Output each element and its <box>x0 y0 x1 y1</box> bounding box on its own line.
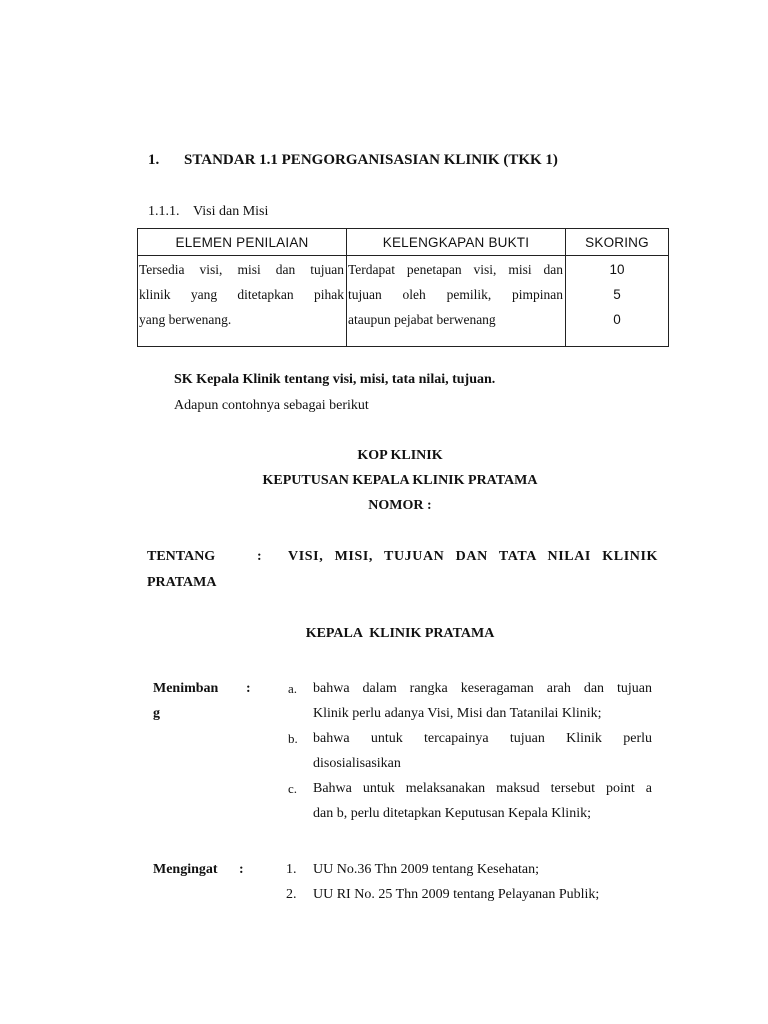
example-intro: Adapun contohnya sebagai berikut <box>174 398 369 413</box>
tentang-text: VISI, MISI, TUJUAN DAN TATA NILAI KLINIK <box>288 549 658 564</box>
mengingat-list <box>284 857 652 907</box>
list-item <box>284 857 652 882</box>
table-header-skoring: SKORING <box>566 229 669 256</box>
list-line: Klinik perlu adanya Visi, Misi dan Tatanilai Klinik; <box>313 706 602 721</box>
list-marker: b. <box>288 731 298 746</box>
list-line: disosialisasikan <box>313 756 401 771</box>
menimbang-label <box>153 676 219 726</box>
assessment-table <box>137 228 669 347</box>
score-value: 0 <box>613 312 621 327</box>
section-title <box>148 152 558 169</box>
subsection-number: 1.1.1. <box>148 204 180 219</box>
bukti-line: tujuan oleh pemilik, pimpinan <box>348 287 563 302</box>
list-line: Bahwa untuk melaksanakan maksud tersebut point a <box>313 781 652 796</box>
list-marker: 1. <box>286 862 297 877</box>
list-line: UU No.36 Thn 2009 tentang Kesehatan; <box>313 862 540 877</box>
keputusan-heading: KEPUTUSAN KEPALA KLINIK PRATAMA <box>262 473 538 488</box>
table-header-bukti: KELENGKAPAN BUKTI <box>347 229 566 256</box>
mengingat-colon: : <box>239 862 244 877</box>
elemen-line: yang berwenang. <box>139 312 232 327</box>
tentang-colon: : <box>257 549 262 564</box>
tentang-label: TENTANG <box>147 549 216 564</box>
tentang-continuation: PRATAMA <box>147 575 217 590</box>
list-marker: a. <box>288 681 298 696</box>
menimbang-list <box>284 676 652 826</box>
kop-heading: KOP KLINIK <box>357 448 443 463</box>
list-line: bahwa dalam rangka keseragaman arah dan tujuan <box>313 681 652 696</box>
section-title-text: STANDAR 1.1 PENGORGANISASIAN KLINIK (TKK 1) <box>184 152 558 168</box>
list-line: dan b, perlu ditetapkan Keputusan Kepala Klinik; <box>313 806 591 821</box>
menimbang-label-line: g <box>153 706 160 721</box>
list-item <box>284 676 652 726</box>
score-value: 10 <box>609 262 625 277</box>
skoring-cell <box>566 256 669 347</box>
menimbang-colon: : <box>246 681 251 696</box>
bukti-line: ataupun pejabat berwenang <box>348 312 496 327</box>
subsection-title <box>148 204 268 220</box>
elemen-cell <box>138 256 347 347</box>
subsection-title-text: Visi dan Misi <box>193 204 269 219</box>
table-header-row <box>138 229 669 256</box>
bukti-line: Terdapat penetapan visi, misi dan <box>348 262 563 277</box>
menimbang-label-line: Menimban <box>153 681 219 696</box>
mengingat-label: Mengingat <box>153 862 218 877</box>
list-item <box>284 882 652 907</box>
elemen-line: Tersedia visi, misi dan tujuan <box>139 262 344 277</box>
bukti-cell <box>347 256 566 347</box>
kepala-heading: KEPALA KLINIK PRATAMA <box>305 626 495 641</box>
score-value: 5 <box>613 287 621 302</box>
table-row <box>138 256 669 347</box>
sk-title: SK Kepala Klinik tentang visi, misi, tata nilai, tujuan. <box>174 372 496 387</box>
list-item <box>284 776 652 826</box>
list-marker: c. <box>288 781 298 796</box>
elemen-line: klinik yang ditetapkan pihak <box>139 287 344 302</box>
list-marker: 2. <box>286 887 297 902</box>
list-line: bahwa untuk tercapainya tujuan Klinik perlu <box>313 731 652 746</box>
table-header-elemen: ELEMEN PENILAIAN <box>138 229 347 256</box>
list-item <box>284 726 652 776</box>
section-number: 1. <box>148 152 160 168</box>
nomor-heading: NOMOR : <box>368 498 432 513</box>
list-line: UU RI No. 25 Thn 2009 tentang Pelayanan Publik; <box>313 887 600 902</box>
